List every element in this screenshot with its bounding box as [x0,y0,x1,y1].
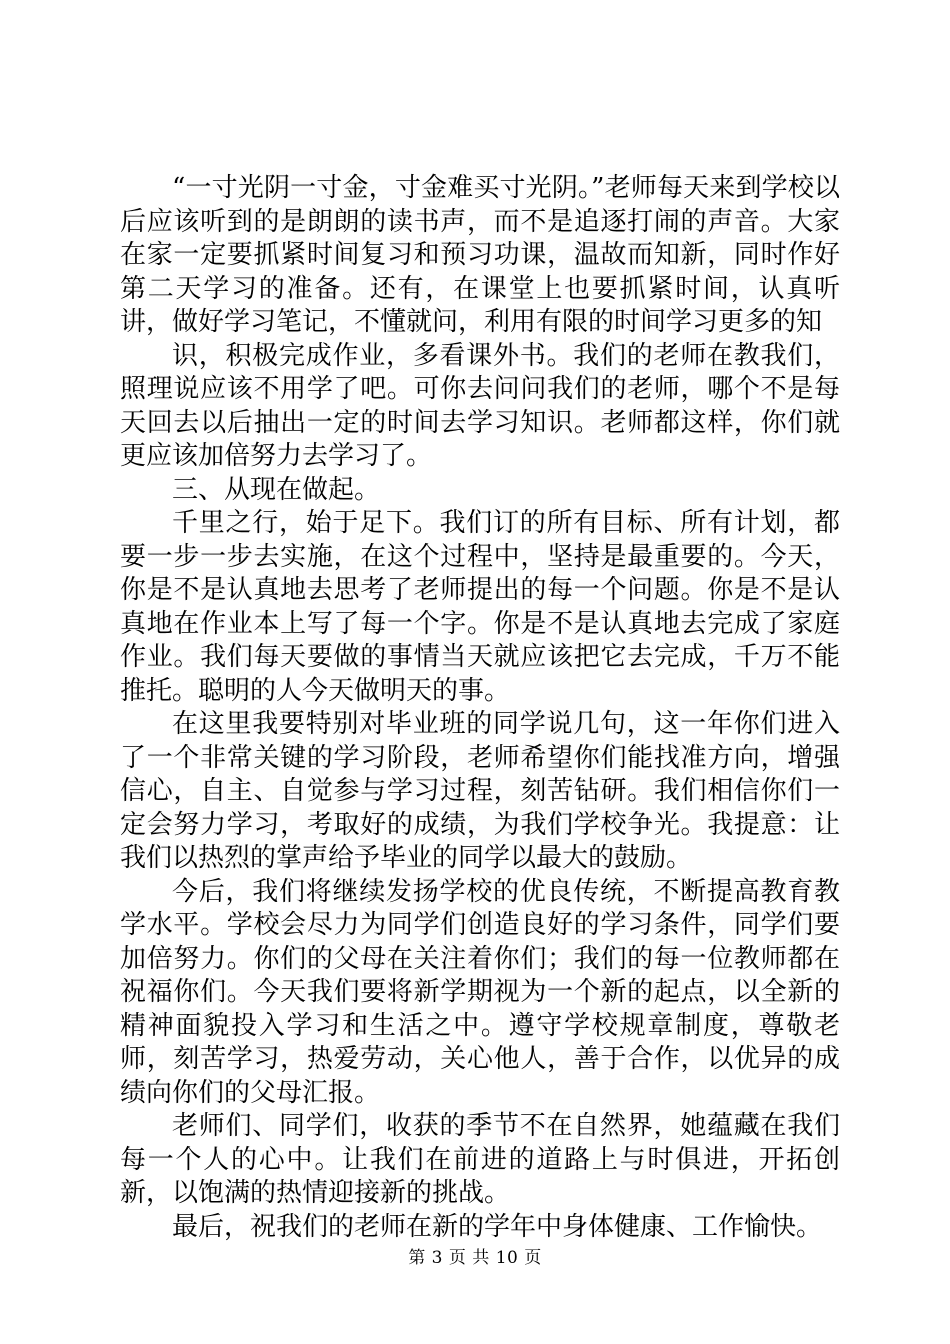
paragraph-3: 千里之行，始于足下。我们订的所有目标、所有计划，都要一步一步去实施，在这个过程中，坚持是最重要的。今天，你是不是认真地去思考了老师提出的每一个问题。你是不是认真地在作业本上写了每一个字。你是不是认真地去完成了家庭作业。我们每天要做的事情当天就应该把它去完成，千万不能推托。聪明的人今天做明天的事。 [120,508,840,706]
paragraph-2: 识，积极完成作业，多看课外书。我们的老师在教我们，照理说应该不用学了吧。可你去问问我们的老师，哪个不是每天回去以后抽出一定的时间去学习知识。老师都这样，你们就更应该加倍努力去学习了。 [120,340,840,471]
paragraph-7: 最后，祝我们的老师在新的学年中身体健康、工作愉快。 [172,1211,823,1242]
paragraph-6: 老师们、同学们，收获的季节不在自然界，她蕴藏在我们每一个人的心中。让我们在前进的道路上与时俱进，开拓创新，以饱满的热情迎接新的挑战。 [120,1111,840,1208]
page-number-footer: 第 3 页 共 10 页 [408,1248,542,1268]
paragraph-5: 今后，我们将继续发扬学校的优良传统，不断提高教育教学水平。学校会尽力为同学们创造良好的学习条件，同学们要加倍努力。你们的父母在关注着你们；我们的每一位教师都在祝福你们。今天我们要将新学期视为一个新的起点，以全新的精神面貌投入学习和生活之中。遵守学校规章制度，尊敬老师，刻苦学习，热爱劳动，关心他人，善于合作，以优异的成绩向你们的父母汇报。 [120,876,840,1108]
paragraph-1: “一寸光阴一寸金，寸金难买寸光阴。”老师每天来到学校以后应该听到的是朗朗的读书声，而不是追逐打闹的声音。大家在家一定要抓紧时间复习和预习功课，温故而知新，同时作好第二天学习的准备。还有，在课堂上也要抓紧时间，认真听讲，做好学习笔记，不懂就问，利用有限的时间学习更多的知 [120,173,840,337]
document-body [120,172,840,1244]
paragraph-4: 在这里我要特别对毕业班的同学说几句，这一年你们进入了一个非常关键的学习阶段，老师希望你们能找准方向，增强信心，自主、自觉参与学习过程，刻苦钻研。我们相信你们一定会努力学习，考取好的成绩，为我们学校争光。我提意：让我们以热烈的掌声给予毕业的同学以最大的鼓励。 [120,709,840,873]
section-heading: 三、从现在做起。 [172,474,381,505]
